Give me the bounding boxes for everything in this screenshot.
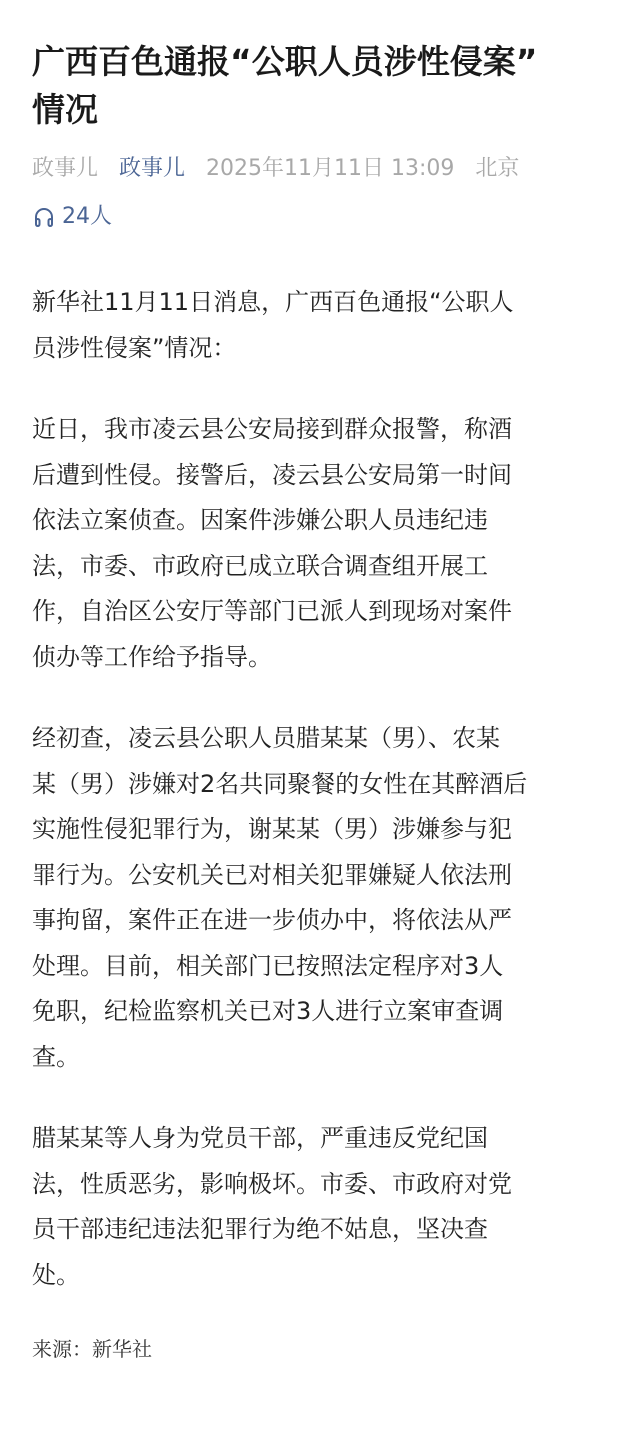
paragraph [32,280,608,371]
article-title [32,38,608,134]
article-meta [32,154,608,184]
paragraph-line: 实施性侵犯罪行为，谢某某（男）涉嫌参与犯 [32,815,512,843]
title-line: 情况 [32,90,98,129]
paragraph [32,1116,608,1298]
listen-count[interactable] [32,202,608,232]
paragraph-line: 员涉性侵案”情况： [32,333,237,362]
publish-datetime: 2025年11月11日 13:09 [206,156,455,181]
source-credit: 来源：新华社 [32,1337,152,1361]
paragraph-line: 查。 [32,1042,80,1071]
paragraph-line: 免职，纪检监察机关已对3人进行立案审查调 [32,997,504,1025]
paragraph-line: 事拘留，案件正在进一步侦办中，将依法从严 [32,906,512,934]
paragraph-line: 法，性质恶劣，影响极坏。市委、市政府对党 [32,1169,512,1198]
paragraph-line: 法，市委、市政府已成立联合调查组开展工 [32,551,488,580]
paragraph-line: 处理。目前，相关部门已按照法定程序对3人 [32,951,504,980]
paragraph-line: 经初查，凌云县公职人员腊某某（男）、农某 [32,724,500,752]
author-link[interactable]: 政事儿 [119,156,186,181]
paragraph-line: 侦办等工作给予指导。 [32,642,272,671]
paragraph-line: 依法立案侦查。因案件涉嫌公职人员违纪违 [32,506,488,534]
paragraph-line: 处。 [32,1260,80,1289]
paragraph-line: 腊某某等人身为党员干部，严重违反党纪国 [32,1124,488,1152]
paragraph-line: 后遭到性侵。接警后，凌云县公安局第一时间 [32,460,512,489]
paragraph-line: 作，自治区公安厅等部门已派人到现场对案件 [32,597,512,625]
paragraph-line: 近日，我市凌云县公安局接到群众报警，称酒 [32,415,512,443]
paragraph [32,716,608,1080]
paragraph-line: 罪行为。公安机关已对相关犯罪嫌疑人依法刑 [32,860,512,889]
paragraph-line: 员干部违纪违法犯罪行为绝不姑息，坚决查 [32,1215,488,1243]
title-line: 广西百色通报“公职人员涉性侵案” [32,42,538,81]
paragraph-line: 新华社11月11日消息，广西百色通报“公职人 [32,288,514,316]
listen-count-text: 24人 [62,204,112,229]
paragraph-line: 某（男）涉嫌对2名共同聚餐的女性在其醉酒后 [32,769,528,798]
headphones-icon [32,205,56,229]
article [0,38,640,1364]
paragraph [32,407,608,680]
article-body [32,280,608,1298]
source-name: 政事儿 [32,156,99,181]
location: 北京 [475,156,520,181]
